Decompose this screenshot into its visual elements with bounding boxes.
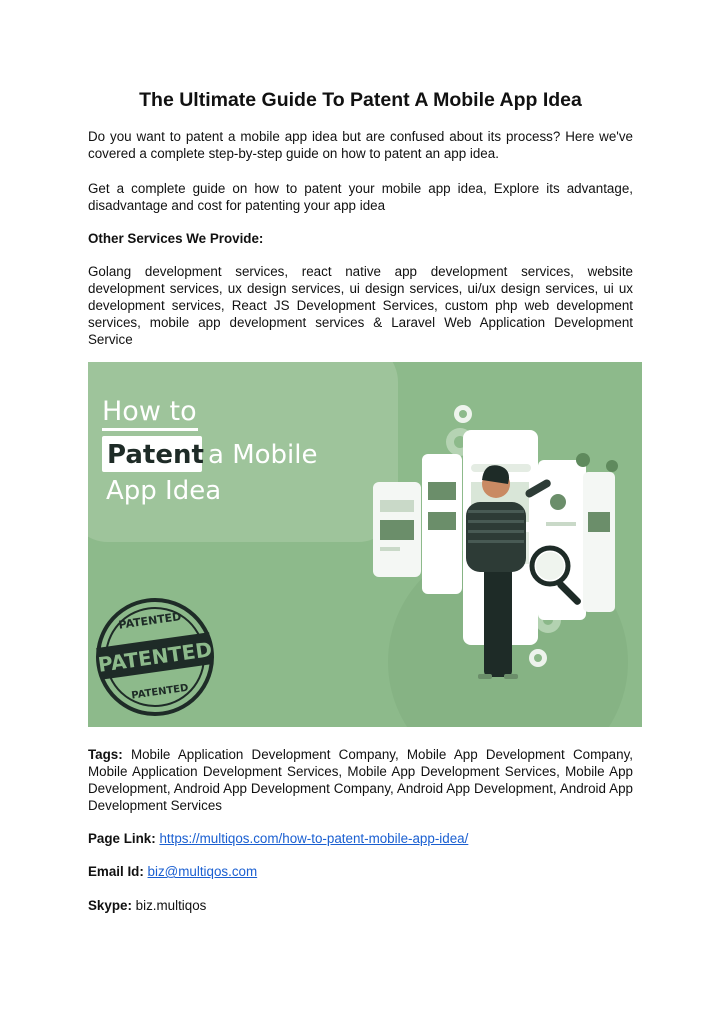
skype-value: biz.multiqos: [135, 898, 207, 913]
hero-illustration: [88, 362, 642, 727]
page-title: The Ultimate Guide To Patent A Mobile App Idea: [139, 89, 582, 111]
tags-label: Tags:: [88, 747, 123, 762]
hero-line2-highlight: Patent: [107, 440, 204, 470]
page-link-paragraph: [88, 830, 633, 847]
page-link-label: Page Link:: [88, 831, 156, 846]
stamp-center-text: PATENTED: [96, 637, 214, 677]
stamp-bottom-text: PATENTED: [130, 682, 190, 702]
hero-underline: [102, 428, 198, 431]
skype-label: Skype:: [88, 898, 132, 913]
tags-paragraph: [88, 746, 633, 814]
tags-text: Mobile Application Development Company, Mobile App Development Company, Mobile Application Development Services, Mobile App Development Services, Mobile App Development, Android App Development Company, Android App Development, Android App Development Services: [88, 747, 633, 813]
page-link[interactable]: https://multiqos.com/how-to-patent-mobile-app-idea/: [159, 831, 469, 846]
services-paragraph: Golang development services, react native app development services, website development services, ux design services, ui design services, ui/ux design services, ui ux development services, React JS Development Services, custom php web development services, mobile app development services & Laravel Web Application Development Service: [88, 264, 633, 347]
email-link[interactable]: biz@multiqos.com: [147, 864, 258, 879]
email-paragraph: [88, 863, 633, 880]
guide-paragraph: Get a complete guide on how to patent your mobile app idea, Explore its advantage, disadvantage and cost for patenting your app idea: [88, 181, 633, 213]
email-label: Email Id:: [88, 864, 144, 879]
skype-paragraph: [88, 897, 633, 914]
hero-line2-rest: a Mobile: [208, 440, 318, 470]
intro-paragraph: Do you want to patent a mobile app idea but are confused about its process? Here we've covered a complete step-by-step guide on how to patent an app idea.: [88, 129, 633, 161]
services-heading: [88, 230, 633, 247]
hero-line1: How to: [102, 396, 197, 427]
services-heading-text: Other Services We Provide:: [88, 231, 264, 246]
stamp-top-text: PATENTED: [117, 610, 183, 632]
hero-line3: App Idea: [106, 476, 222, 506]
